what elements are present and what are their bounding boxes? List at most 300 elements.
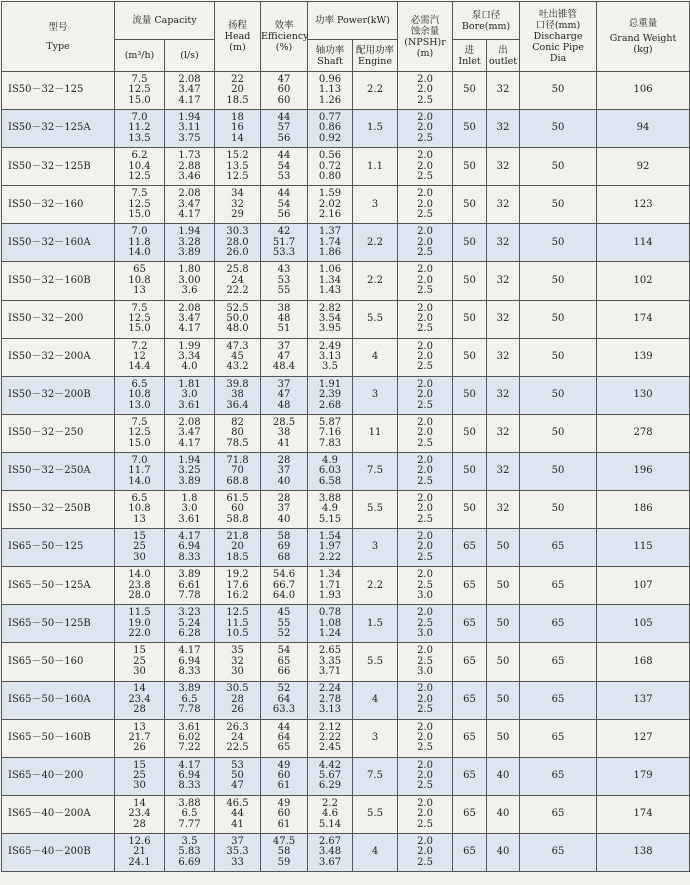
cell-efficiency-value: 63.3	[272, 704, 296, 716]
cell-shaft-power-value: 0.80	[318, 170, 342, 182]
cell-weight: 130	[597, 376, 690, 414]
cell-head-value: 10.5	[226, 628, 249, 640]
cell-head	[215, 300, 261, 338]
cell-shaft-power-value: 7.16	[318, 427, 342, 439]
cell-npsh-value: 2.0	[417, 683, 433, 695]
cell-type: IS50－32－125B	[2, 148, 115, 186]
cell-efficiency-value: 51	[277, 323, 291, 335]
cell-inlet: 50	[453, 72, 487, 110]
cell-npsh-value: 2.0	[417, 236, 433, 248]
cell-efficiency-value: 49	[277, 759, 291, 771]
cell-capacity-m3h-value: 12	[133, 351, 146, 362]
cell-shaft-power-value: 4.9	[322, 454, 338, 466]
cell-efficiency	[261, 300, 308, 338]
cell-capacity-m3h-value: 26	[133, 742, 146, 754]
cell-efficiency-value: 66	[277, 666, 291, 678]
cell-head-value: 24	[231, 274, 244, 286]
cell-head	[215, 605, 261, 643]
cell-capacity-ls-value: 3.47	[178, 312, 201, 324]
cell-capacity-ls-value: 3.47	[178, 427, 201, 439]
cell-efficiency-value: 54	[277, 160, 291, 172]
cell-head-value: 12.5	[226, 170, 249, 182]
cell-head	[215, 262, 261, 300]
cell-head-value: 33	[231, 856, 244, 868]
cell-outlet: 32	[487, 491, 520, 529]
cell-efficiency-value: 38	[277, 302, 291, 314]
cell-capacity-ls	[165, 110, 215, 148]
cell-weight: 106	[597, 72, 690, 110]
cell-npsh-value: 2.5	[417, 818, 433, 830]
cell-engine-power: 5.5	[353, 795, 398, 833]
cell-capacity-ls-value: 6.94	[178, 655, 201, 667]
cell-weight: 114	[597, 224, 690, 262]
pump-spec-table	[1, 1, 690, 872]
cell-capacity-m3h-value: 12.5	[128, 427, 151, 439]
cell-capacity-ls-value: 3.0	[181, 389, 198, 401]
cell-type: IS50－32－250B	[2, 491, 115, 529]
cell-weight: 179	[597, 757, 690, 795]
cell-efficiency-value: 53.3	[272, 247, 296, 259]
cell-efficiency-value: 54	[277, 645, 291, 657]
cell-shaft-power-value: 1.37	[318, 226, 342, 238]
cell-capacity-m3h-value: 7.0	[131, 454, 148, 466]
cell-capacity-m3h-value: 25	[133, 541, 146, 553]
cell-capacity-ls-value: 2.88	[178, 160, 201, 172]
cell-outlet: 40	[487, 833, 520, 871]
cell-type: IS65－50－160B	[2, 719, 115, 757]
cell-capacity-m3h	[115, 338, 165, 376]
cell-capacity-ls-value: 2.08	[178, 73, 201, 85]
col-capacity-m3h-header: (m³/h)	[115, 40, 165, 72]
cell-efficiency-value: 58	[277, 531, 291, 543]
cell-engine-power: 3	[353, 529, 398, 567]
cell-head-value: 22.5	[226, 742, 249, 754]
cell-discharge-dia: 65	[520, 757, 597, 795]
cell-shaft-power-value: 2.02	[318, 198, 342, 210]
cell-shaft-power-value: 0.56	[318, 150, 342, 162]
cell-npsh-value: 3.0	[417, 628, 433, 640]
cell-npsh	[398, 110, 453, 148]
cell-engine-power: 7.5	[353, 757, 398, 795]
cell-shaft-power-value: 1.93	[318, 589, 342, 601]
cell-capacity-m3h-value: 11.8	[128, 236, 151, 248]
cell-engine-power: 2.2	[353, 567, 398, 605]
cell-efficiency	[261, 414, 308, 452]
cell-outlet: 50	[487, 567, 520, 605]
cell-npsh-value: 2.0	[417, 465, 433, 477]
cell-discharge-dia: 50	[520, 376, 597, 414]
cell-npsh	[398, 72, 453, 110]
cell-type: IS50－32－160A	[2, 224, 115, 262]
cell-inlet: 50	[453, 148, 487, 186]
cell-capacity-ls	[165, 795, 215, 833]
cell-npsh	[398, 452, 453, 490]
cell-head-value: 58.8	[226, 513, 249, 525]
cell-npsh-value: 2.0	[417, 731, 433, 743]
cell-efficiency-value: 55	[277, 285, 291, 297]
cell-efficiency-value: 64	[277, 693, 291, 705]
cell-head-value: 15.2	[226, 150, 249, 162]
cell-capacity-ls	[165, 262, 215, 300]
cell-capacity-ls-value: 1.73	[178, 150, 201, 162]
cell-shaft-power-value: 4.6	[322, 808, 338, 820]
cell-shaft-power	[308, 643, 353, 681]
cell-shaft-power	[308, 376, 353, 414]
cell-weight: 92	[597, 148, 690, 186]
cell-type: IS50－32－200B	[2, 376, 115, 414]
cell-npsh-value: 2.0	[417, 150, 433, 162]
cell-shaft-power-value: 2.24	[318, 683, 342, 695]
cell-head-value: 52.5	[226, 302, 249, 314]
cell-capacity-m3h-value: 12.5	[128, 170, 151, 182]
cell-efficiency	[261, 681, 308, 719]
cell-engine-power: 7.5	[353, 452, 398, 490]
cell-shaft-power-value: 2.68	[318, 399, 342, 411]
cell-type: IS65－50－125A	[2, 567, 115, 605]
cell-capacity-m3h-value: 12.6	[128, 835, 151, 847]
cell-shaft-power-value: 6.03	[318, 465, 342, 477]
cell-capacity-m3h-value: 23.4	[128, 808, 151, 820]
cell-efficiency	[261, 529, 308, 567]
cell-shaft-power	[308, 757, 353, 795]
cell-npsh-value: 2.5	[417, 551, 433, 563]
cell-capacity-m3h-value: 14	[133, 797, 146, 809]
col-npsh-header: 必需汽 蚀余量 (NPSH)r (m)	[398, 2, 453, 72]
cell-capacity-ls-value: 3.89	[178, 569, 201, 581]
cell-efficiency-value: 64.0	[272, 589, 296, 601]
cell-capacity-ls-value: 1.94	[178, 112, 201, 124]
cell-inlet: 50	[453, 452, 487, 490]
cell-weight: 115	[597, 529, 690, 567]
table-row	[2, 300, 690, 338]
cell-discharge-dia: 50	[520, 110, 597, 148]
cell-capacity-m3h-value: 24.1	[128, 856, 151, 868]
cell-npsh-value: 2.0	[417, 846, 433, 858]
cell-head-value: 20	[231, 84, 244, 96]
cell-efficiency-value: 40	[277, 475, 291, 487]
cell-npsh	[398, 414, 453, 452]
cell-inlet: 65	[453, 833, 487, 871]
cell-npsh-value: 2.0	[417, 492, 433, 504]
cell-capacity-ls-value: 3.47	[178, 84, 201, 96]
cell-efficiency-value: 48	[277, 312, 291, 324]
cell-shaft-power-value: 2.12	[318, 721, 342, 733]
cell-head-value: 22.2	[226, 285, 249, 297]
cell-inlet: 50	[453, 338, 487, 376]
cell-capacity-ls-value: 1.80	[178, 264, 201, 276]
cell-capacity-m3h-value: 10.4	[128, 160, 151, 172]
cell-efficiency-value: 53	[277, 274, 291, 286]
table-row	[2, 338, 690, 376]
cell-npsh	[398, 567, 453, 605]
cell-capacity-m3h-value: 10.8	[128, 389, 151, 401]
cell-capacity-ls-value: 3.23	[178, 607, 201, 619]
cell-head	[215, 567, 261, 605]
cell-capacity-ls-value: 4.17	[178, 209, 201, 221]
cell-shaft-power-value: 2.39	[318, 389, 342, 401]
cell-shaft-power	[308, 529, 353, 567]
cell-capacity-ls-value: 7.78	[178, 589, 201, 601]
cell-capacity-ls-value: 4.17	[178, 645, 201, 657]
cell-head-value: 80	[231, 427, 244, 439]
cell-outlet: 32	[487, 72, 520, 110]
cell-head-value: 18	[231, 112, 244, 124]
table-row	[2, 795, 690, 833]
cell-capacity-m3h-value: 14.0	[128, 569, 151, 581]
cell-efficiency-value: 65	[277, 742, 291, 754]
table-row	[2, 72, 690, 110]
cell-efficiency-value: 66.7	[272, 579, 296, 591]
table-row	[2, 567, 690, 605]
cell-head-value: 50	[231, 770, 244, 782]
cell-efficiency-value: 44	[277, 721, 291, 733]
cell-efficiency-value: 55	[277, 617, 291, 629]
cell-efficiency-value: 59	[277, 856, 291, 868]
cell-npsh	[398, 795, 453, 833]
cell-capacity-m3h	[115, 110, 165, 148]
cell-capacity-m3h	[115, 491, 165, 529]
cell-head-value: 20	[231, 541, 244, 553]
cell-efficiency-value: 68	[277, 551, 291, 563]
cell-shaft-power	[308, 300, 353, 338]
cell-head	[215, 338, 261, 376]
cell-capacity-m3h-value: 7.5	[131, 188, 148, 200]
cell-outlet: 32	[487, 148, 520, 186]
cell-shaft-power-value: 1.34	[318, 274, 342, 286]
cell-capacity-ls	[165, 719, 215, 757]
cell-efficiency-value: 57	[277, 122, 291, 134]
cell-shaft-power-value: 6.58	[318, 475, 342, 487]
cell-capacity-ls	[165, 338, 215, 376]
cell-shaft-power	[308, 681, 353, 719]
cell-capacity-ls-value: 3.89	[178, 247, 201, 259]
cell-capacity-m3h-value: 11.2	[128, 122, 151, 134]
cell-weight: 94	[597, 110, 690, 148]
cell-type: IS65－40－200B	[2, 833, 115, 871]
cell-head-value: 26.0	[226, 247, 249, 259]
cell-head-value: 38	[231, 389, 244, 401]
cell-npsh-value: 2.5	[417, 361, 433, 373]
cell-head-value: 68.8	[226, 475, 249, 487]
cell-capacity-m3h-value: 21.7	[128, 731, 151, 743]
cell-capacity-m3h-value: 15.0	[128, 437, 151, 449]
cell-shaft-power-value: 1.74	[318, 236, 342, 248]
cell-engine-power: 3	[353, 719, 398, 757]
cell-efficiency	[261, 567, 308, 605]
cell-efficiency	[261, 338, 308, 376]
cell-capacity-ls-value: 3.61	[178, 513, 201, 525]
cell-weight: 139	[597, 338, 690, 376]
cell-inlet: 50	[453, 262, 487, 300]
cell-shaft-power-value: 5.14	[318, 818, 342, 830]
cell-head-value: 47.3	[226, 340, 249, 352]
col-bore-header: 泵口径 Bore(mm)	[453, 2, 520, 40]
cell-efficiency-value: 48.4	[272, 361, 296, 373]
cell-capacity-ls-value: 8.33	[178, 551, 201, 563]
cell-npsh-value: 2.0	[417, 693, 433, 705]
cell-capacity-m3h-value: 14.0	[128, 475, 151, 487]
col-discharge-header: 吐出锥管 口径(mm) Discharge Conic Pipe Dia	[520, 2, 597, 72]
cell-outlet: 40	[487, 795, 520, 833]
cell-shaft-power-value: 1.43	[318, 285, 342, 297]
cell-type: IS65－40－200	[2, 757, 115, 795]
table-row	[2, 148, 690, 186]
cell-npsh-value: 2.5	[417, 704, 433, 716]
table-row	[2, 643, 690, 681]
cell-capacity-ls-value: 4.17	[178, 323, 201, 335]
table-row	[2, 376, 690, 414]
cell-npsh-value: 2.5	[417, 209, 433, 221]
cell-npsh-value: 2.5	[417, 247, 433, 259]
cell-efficiency-value: 47	[277, 73, 291, 85]
cell-capacity-ls-value: 6.61	[178, 579, 201, 591]
cell-type: IS50－32－250A	[2, 452, 115, 490]
cell-shaft-power-value: 0.96	[318, 73, 342, 85]
cell-head	[215, 643, 261, 681]
cell-npsh-value: 2.5	[417, 617, 433, 629]
cell-engine-power: 3	[353, 376, 398, 414]
cell-shaft-power-value: 2.82	[318, 302, 342, 314]
cell-head-value: 22	[231, 73, 244, 85]
cell-head-value: 17.6	[226, 579, 249, 591]
cell-head	[215, 376, 261, 414]
cell-capacity-ls-value: 1.8	[181, 492, 198, 504]
cell-npsh-value: 2.5	[417, 513, 433, 525]
cell-capacity-ls-value: 3.25	[178, 465, 201, 477]
cell-npsh	[398, 491, 453, 529]
cell-shaft-power-value: 3.67	[318, 856, 342, 868]
cell-efficiency	[261, 643, 308, 681]
cell-npsh-value: 2.0	[417, 84, 433, 96]
cell-efficiency	[261, 757, 308, 795]
cell-shaft-power	[308, 452, 353, 490]
cell-head-value: 32	[231, 198, 244, 210]
cell-capacity-ls	[165, 567, 215, 605]
cell-efficiency-value: 52	[277, 628, 291, 640]
cell-shaft-power-value: 2.45	[318, 742, 342, 754]
cell-capacity-ls	[165, 186, 215, 224]
cell-inlet: 65	[453, 529, 487, 567]
cell-head-value: 26.3	[226, 721, 249, 733]
cell-capacity-m3h-value: 7.5	[131, 416, 148, 428]
cell-head-value: 13.5	[226, 160, 249, 172]
cell-efficiency-value: 37	[277, 465, 291, 477]
cell-engine-power: 1.5	[353, 110, 398, 148]
cell-efficiency-value: 44	[277, 188, 291, 200]
cell-shaft-power	[308, 110, 353, 148]
table-row	[2, 224, 690, 262]
cell-outlet: 50	[487, 719, 520, 757]
cell-capacity-ls	[165, 757, 215, 795]
cell-npsh	[398, 262, 453, 300]
cell-capacity-ls-value: 6.02	[178, 731, 201, 743]
cell-npsh-value: 2.0	[417, 797, 433, 809]
cell-capacity-m3h-value: 7.5	[131, 302, 148, 314]
cell-npsh-value: 2.5	[417, 285, 433, 297]
cell-type: IS65－40－200A	[2, 795, 115, 833]
cell-head	[215, 452, 261, 490]
cell-head-value: 35.3	[226, 846, 249, 858]
cell-npsh	[398, 224, 453, 262]
cell-shaft-power-value: 5.87	[318, 416, 342, 428]
cell-discharge-dia: 50	[520, 72, 597, 110]
cell-shaft-power-value: 4.42	[318, 759, 342, 771]
cell-shaft-power-value: 1.59	[318, 188, 342, 200]
cell-shaft-power-value: 1.34	[318, 569, 342, 581]
cell-type: IS50－32－125A	[2, 110, 115, 148]
cell-capacity-m3h	[115, 186, 165, 224]
cell-head-value: 78.5	[226, 437, 249, 449]
cell-npsh	[398, 338, 453, 376]
cell-efficiency-value: 54.6	[272, 569, 296, 581]
cell-npsh	[398, 605, 453, 643]
cell-npsh-value: 2.5	[417, 579, 433, 591]
cell-head-value: 12.5	[226, 607, 249, 619]
cell-type: IS50－32－200	[2, 300, 115, 338]
cell-capacity-m3h-value: 30	[133, 551, 146, 563]
cell-npsh-value: 2.0	[417, 569, 433, 581]
cell-efficiency-value: 64	[277, 731, 291, 743]
cell-outlet: 32	[487, 452, 520, 490]
cell-npsh-value: 2.5	[417, 132, 433, 144]
cell-shaft-power	[308, 148, 353, 186]
cell-discharge-dia: 65	[520, 833, 597, 871]
cell-npsh-value: 2.0	[417, 607, 433, 619]
cell-efficiency	[261, 262, 308, 300]
cell-capacity-ls-value: 3.47	[178, 198, 201, 210]
cell-capacity-ls	[165, 605, 215, 643]
cell-head-value: 11.5	[226, 617, 249, 629]
cell-outlet: 32	[487, 376, 520, 414]
cell-discharge-dia: 50	[520, 338, 597, 376]
cell-head-value: 44	[231, 808, 244, 820]
col-type-header: 型号 Type	[2, 2, 115, 72]
cell-shaft-power-value: 0.86	[318, 122, 342, 134]
cell-npsh-value: 2.0	[417, 808, 433, 820]
cell-head-value: 21.8	[226, 531, 249, 543]
cell-capacity-m3h-value: 19.0	[128, 617, 151, 629]
cell-shaft-power-value: 1.97	[318, 541, 342, 553]
cell-capacity-ls	[165, 300, 215, 338]
cell-npsh-value: 2.5	[417, 856, 433, 868]
cell-capacity-m3h-value: 30	[133, 780, 146, 792]
cell-capacity-m3h	[115, 643, 165, 681]
cell-discharge-dia: 50	[520, 452, 597, 490]
cell-head-value: 70	[231, 465, 244, 477]
cell-npsh	[398, 148, 453, 186]
cell-engine-power: 5.5	[353, 300, 398, 338]
cell-inlet: 50	[453, 491, 487, 529]
cell-capacity-ls-value: 6.28	[178, 628, 201, 640]
cell-capacity-m3h-value: 14.4	[128, 361, 151, 373]
cell-shaft-power-value: 0.77	[318, 112, 342, 124]
cell-shaft-power-value: 2.49	[318, 340, 342, 352]
cell-npsh-value: 2.5	[417, 323, 433, 335]
cell-efficiency-value: 37	[277, 340, 291, 352]
cell-efficiency	[261, 376, 308, 414]
cell-capacity-m3h	[115, 300, 165, 338]
cell-npsh-value: 2.0	[417, 73, 433, 85]
cell-head	[215, 224, 261, 262]
cell-head-value: 28.0	[226, 236, 249, 248]
cell-npsh	[398, 681, 453, 719]
cell-efficiency-value: 53	[277, 170, 291, 182]
cell-head	[215, 110, 261, 148]
cell-shaft-power-value: 3.35	[318, 655, 342, 667]
col-efficiency-header: 效率 Efficiency (%)	[261, 2, 308, 72]
cell-npsh-value: 2.0	[417, 721, 433, 733]
cell-efficiency-value: 58	[277, 846, 291, 858]
